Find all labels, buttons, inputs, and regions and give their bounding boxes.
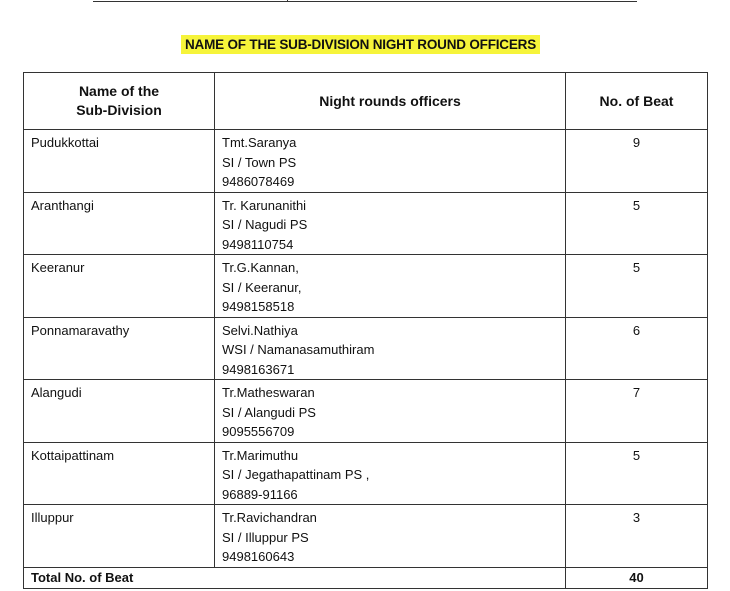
officer-post: SI / Jegathapattinam PS ,	[222, 467, 370, 482]
officer-name: Selvi.Nathiya	[222, 322, 298, 338]
officer-cell	[215, 255, 566, 318]
top-divider	[93, 1, 637, 2]
officer-cell	[215, 192, 566, 255]
officer-post: SI / Illuppur PS	[222, 529, 309, 545]
table-row	[24, 505, 708, 568]
officer-name: Tr.G.Kannan,	[222, 260, 299, 275]
officer-cell	[215, 380, 566, 443]
officer-phone: 96889-91166	[222, 486, 298, 502]
subdivision-cell: Alangudi	[24, 380, 215, 443]
beat-count-cell: 6	[566, 317, 708, 380]
table-row	[24, 255, 708, 318]
subdivision-cell: Illuppur	[24, 505, 215, 568]
header-subdivision-line2: Sub-Division	[76, 102, 162, 118]
header-officers: Night rounds officers	[215, 73, 566, 130]
subdivision-cell: Pudukkottai	[24, 130, 215, 193]
table-row	[24, 130, 708, 193]
page-title: NAME OF THE SUB-DIVISION NIGHT ROUND OFFICERS	[181, 35, 540, 54]
officer-name: Tmt.Saranya	[222, 135, 297, 150]
officer-name: Tr.Matheswaran	[222, 385, 315, 400]
total-value: 40	[566, 567, 708, 588]
total-row	[24, 567, 708, 588]
total-label: Total No. of Beat	[24, 567, 566, 588]
header-beats: No. of Beat	[566, 73, 708, 130]
subdivision-cell: Kottaipattinam	[24, 442, 215, 505]
beat-count-cell: 7	[566, 380, 708, 443]
officer-cell	[215, 317, 566, 380]
officer-phone: 9498158518	[222, 299, 295, 314]
table-body	[24, 130, 708, 568]
table-row	[24, 192, 708, 255]
beat-count-cell: 5	[566, 442, 708, 505]
officer-post: SI / Town PS	[222, 154, 297, 170]
officer-phone: 9498110754	[222, 236, 294, 252]
top-divider-tick	[287, 0, 288, 2]
beat-count-cell: 9	[566, 130, 708, 193]
officer-post: SI / Nagudi PS	[222, 217, 308, 232]
beat-count-cell: 5	[566, 255, 708, 318]
officer-post: SI / Alangudi PS	[222, 404, 316, 420]
officer-phone: 9486078469	[222, 174, 295, 189]
officer-post: SI / Keeranur,	[222, 279, 302, 295]
subdivision-cell: Keeranur	[24, 255, 215, 318]
officer-phone: 9498163671	[222, 361, 295, 377]
night-round-table	[23, 72, 708, 589]
table-header-row	[24, 73, 708, 130]
subdivision-cell: Ponnamaravathy	[24, 317, 215, 380]
officer-cell	[215, 505, 566, 568]
officer-name: Tr.Ravichandran	[222, 510, 317, 525]
officer-phone: 9095556709	[222, 424, 295, 439]
table-row	[24, 442, 708, 505]
header-subdivision	[24, 73, 215, 130]
table-row	[24, 317, 708, 380]
header-subdivision-line1: Name of the	[78, 83, 160, 99]
beat-count-cell: 3	[566, 505, 708, 568]
table-row	[24, 380, 708, 443]
officer-name: Tr. Karunanithi	[222, 197, 307, 213]
officer-post: WSI / Namanasamuthiram	[222, 342, 375, 357]
beat-count-cell: 5	[566, 192, 708, 255]
officer-cell	[215, 130, 566, 193]
officer-name: Tr.Marimuthu	[222, 447, 299, 463]
subdivision-cell: Aranthangi	[24, 192, 215, 255]
officer-phone: 9498160643	[222, 549, 295, 564]
officer-cell	[215, 442, 566, 505]
